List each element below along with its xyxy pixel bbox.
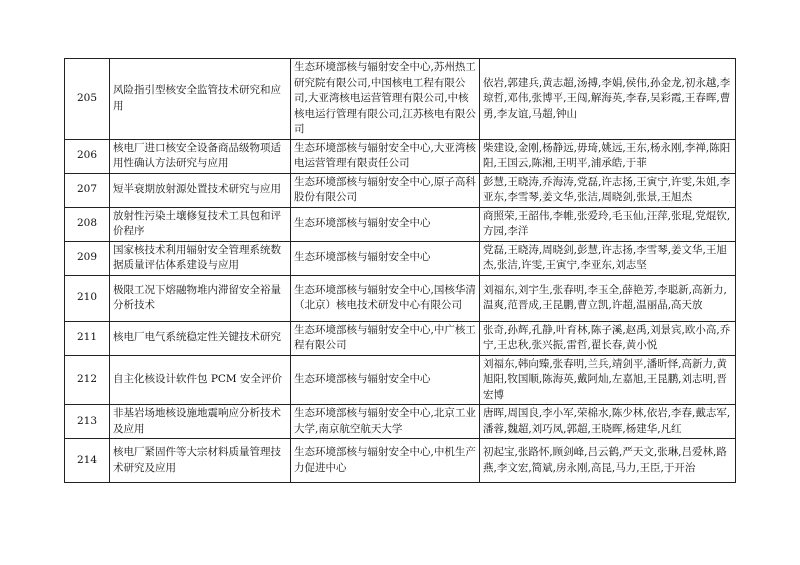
row-number: 214 [65, 439, 110, 483]
table-row [65, 59, 736, 140]
table-row [65, 405, 736, 439]
project-title: 核电厂进口核安全设备商品级物项适用性确认方法研究与应用 [110, 139, 291, 173]
row-number: 211 [65, 321, 110, 355]
awards-table [64, 58, 736, 483]
project-title: 极限工况下熔融物堆内滞留安全裕量分析技术 [110, 275, 291, 321]
project-title: 放射性污染土壤修复技术工具包和评价程序 [110, 207, 291, 241]
contributors: 刘福东,刘宇生,张春明,李玉全,薛艳芳,李聪新,高新力,温爽,范晋成,王昆鹏,曹立凯,许超,温丽晶,高天放 [480, 275, 736, 321]
table-row [65, 321, 736, 355]
row-number: 213 [65, 405, 110, 439]
organizations: 生态环境部核与辐射安全中心,中广核工程有限公司 [291, 321, 480, 355]
row-number: 206 [65, 139, 110, 173]
organizations: 生态环境部核与辐射安全中心,苏州热工研究院有限公司,中国核电工程有限公司,大亚湾核电运营管理有限公司,中核核电运行管理有限公司,江苏核电有限公司 [291, 59, 480, 140]
contributors: 张奇,孙辉,孔静,叶育林,陈子溪,赵禹,刘景宾,欧小高,乔宁,王忠秋,张兴振,雷哲,翟长春,黄小悦 [480, 321, 736, 355]
organizations: 生态环境部核与辐射安全中心,北京工业大学,南京航空航天大学 [291, 405, 480, 439]
row-number: 212 [65, 355, 110, 405]
table-row [65, 275, 736, 321]
contributors: 刘福东,韩向臻,张春明,兰兵,靖剑平,潘昕怿,高新力,黄旭阳,牧国顺,陈海英,戴阿灿,左嘉旭,王昆鹏,刘志明,晋宏博 [480, 355, 736, 405]
table-row [65, 173, 736, 207]
table-row [65, 439, 736, 483]
project-title: 短半衰期放射源处置技术研究与应用 [110, 173, 291, 207]
table-row [65, 139, 736, 173]
organizations: 生态环境部核与辐射安全中心 [291, 355, 480, 405]
project-title: 非基岩场地核设施地震响应分析技术及应用 [110, 405, 291, 439]
table-row [65, 355, 736, 405]
row-number: 205 [65, 59, 110, 140]
row-number: 209 [65, 241, 110, 275]
project-title: 核电厂紧固件等大宗材料质量管理技术研究及应用 [110, 439, 291, 483]
organizations: 生态环境部核与辐射安全中心,大亚湾核电运营管理有限责任公司 [291, 139, 480, 173]
awards-table-body [65, 59, 736, 483]
project-title: 风险指引型核安全监管技术研究和应用 [110, 59, 291, 140]
contributors: 商照荣,王韶伟,李帷,张爱玲,毛玉仙,汪萍,张琨,党焜钦,方园,李洋 [480, 207, 736, 241]
contributors: 唐晖,周国良,李小军,荣棉水,陈少林,依岩,李春,戴志军,潘蓉,魏超,刘巧凤,郭超,王晓晖,杨建华,凡红 [480, 405, 736, 439]
organizations: 生态环境部核与辐射安全中心,国核华清（北京）核电技术研发中心有限公司 [291, 275, 480, 321]
contributors: 初起宝,张路怀,顾剑峰,吕云鹤,严天文,张琳,吕爱林,路燕,李文宏,简斌,房永刚,高昆,马力,王臣,于开治 [480, 439, 736, 483]
contributors: 依岩,郭建兵,黄志超,汤搏,李娟,侯伟,孙金龙,初永越,李琼哲,邓伟,张博平,王闯,解海英,李春,吴彩霞,王春晖,曹勇,李友谊,马超,钟山 [480, 59, 736, 140]
contributors: 柴建设,金刚,杨静远,毋琦,姚远,王东,杨永刚,李禅,陈阳阳,王国云,陈湘,王明平,浦承皓,于菲 [480, 139, 736, 173]
organizations: 生态环境部核与辐射安全中心 [291, 207, 480, 241]
project-title: 国家核技术利用辐射安全管理系统数据质量评估体系建设与应用 [110, 241, 291, 275]
row-number: 210 [65, 275, 110, 321]
project-title: 核电厂电气系统稳定性关键技术研究 [110, 321, 291, 355]
organizations: 生态环境部核与辐射安全中心,原子高科股份有限公司 [291, 173, 480, 207]
table-row [65, 241, 736, 275]
organizations: 生态环境部核与辐射安全中心 [291, 241, 480, 275]
contributors: 党磊,王晓涛,周晓剑,彭慧,许志扬,李雪琴,姜文华,王旭杰,张洁,许雯,王寅宁,李亚东,刘志坚 [480, 241, 736, 275]
row-number: 208 [65, 207, 110, 241]
row-number: 207 [65, 173, 110, 207]
project-title: 自主化核设计软件包 PCM 安全评价 [110, 355, 291, 405]
table-row [65, 207, 736, 241]
organizations: 生态环境部核与辐射安全中心,中机生产力促进中心 [291, 439, 480, 483]
contributors: 彭慧,王晓涛,乔海涛,党磊,许志扬,王寅宁,许雯,朱姐,李亚东,李雪琴,姜文华,张洁,周晓剑,张景,王旭杰 [480, 173, 736, 207]
